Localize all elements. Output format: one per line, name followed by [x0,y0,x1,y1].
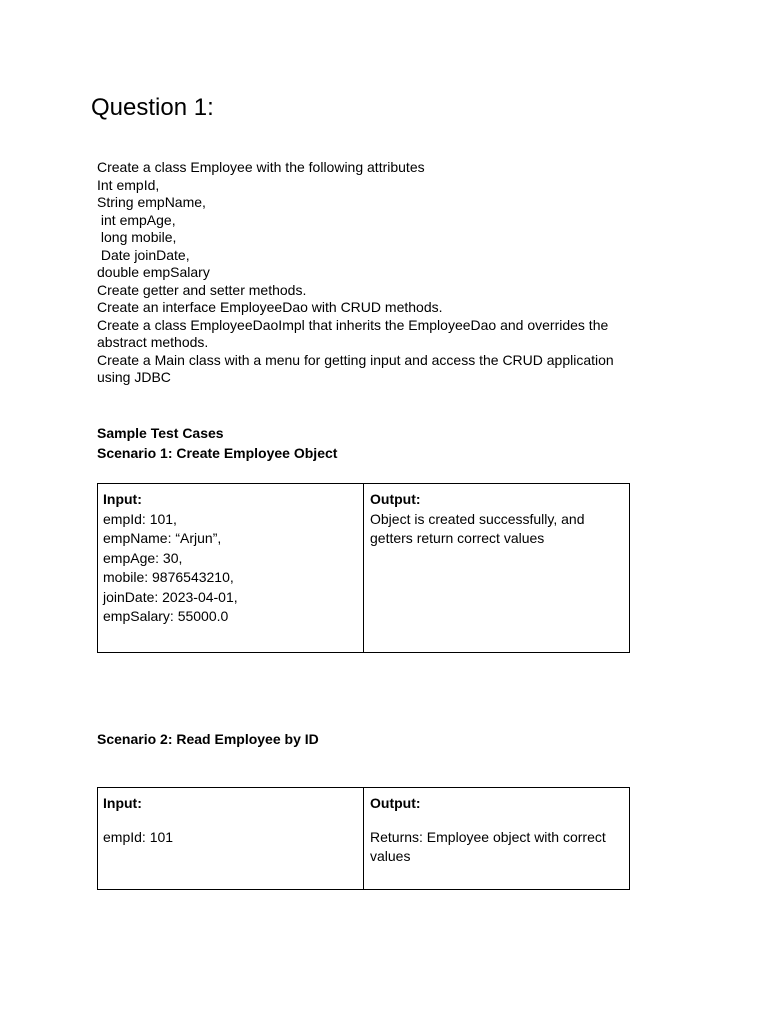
description-line: Create a class EmployeeDaoImpl that inherits the EmployeeDao and overrides the abstract methods. [97,316,609,350]
input-line: joinDate: 2023-04-01, [103,588,238,605]
scenario-2-heading: Scenario 2: Read Employee by ID [97,731,319,747]
description-line: Int empId, [97,176,160,193]
scenario-1-table [97,483,630,653]
description-line: Date joinDate, [97,246,190,263]
description-line: Create getter and setter methods. [97,281,307,298]
input-label: Input: [103,491,142,507]
scenario-1-input-cell [98,484,364,652]
description-line: Create a class Employee with the following attributes [97,159,425,175]
scenario-1-heading: Scenario 1: Create Employee Object [97,445,338,461]
description-line: long mobile, [97,229,177,245]
output-label: Output: [370,491,421,507]
scenario-2-output-cell [364,788,629,889]
output-text: Object is created successfully, and getters return correct values [370,510,585,546]
scenario-1-output-cell [364,484,629,652]
input-line: empName: “Arjun”, [103,530,222,546]
sample-test-cases-heading: Sample Test Cases [97,425,224,441]
description-line: Create a Main class with a menu for getting input and access the CRUD application using JDBC [97,351,614,385]
description-line: String empName, [97,194,206,210]
input-line: empAge: 30, [103,549,183,566]
description-line: double empSalary [97,264,210,280]
input-line: empId: 101, [103,510,177,527]
question-description [97,159,637,387]
input-line: empId: 101 [103,828,174,845]
input-line: empSalary: 55000.0 [103,608,229,624]
scenario-2-input-cell [98,788,364,889]
output-text: Returns: Employee object with correct values [370,828,606,864]
description-line: int empAge, [97,211,176,228]
input-line: mobile: 9876543210, [103,569,234,585]
input-label: Input: [103,795,142,811]
page-title: Question 1: [91,94,214,121]
output-label: Output: [370,795,421,811]
description-line: Create an interface EmployeeDao with CRUD methods. [97,299,443,315]
scenario-2-table [97,787,630,890]
